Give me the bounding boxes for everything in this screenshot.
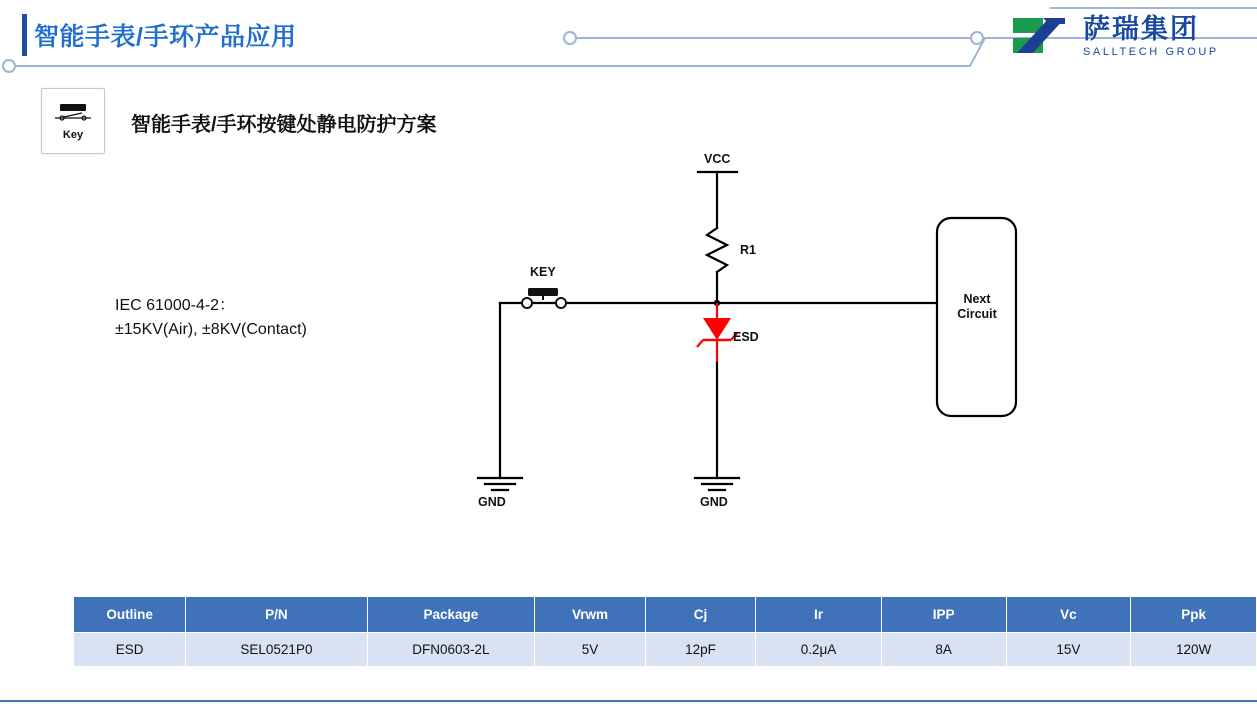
table-header-row	[74, 597, 1257, 633]
table-header-cell: Vc	[1006, 597, 1131, 633]
label-vcc: VCC	[704, 152, 731, 166]
table-cell: 15V	[1006, 633, 1131, 667]
key-card-label: Key	[62, 129, 84, 141]
page-title: 智能手表/手环产品应用	[34, 23, 297, 51]
section-title: 智能手表/手环按键处静电防护方案	[131, 114, 437, 136]
table-header-cell: P/N	[186, 597, 367, 633]
label-r1: R1	[740, 243, 756, 257]
label-key: KEY	[530, 265, 556, 279]
table-header-cell: Outline	[74, 597, 186, 633]
label-gnd-left: GND	[478, 495, 506, 509]
label-esd: ESD	[733, 330, 759, 344]
table-cell: 8A	[881, 633, 1006, 667]
logo-name-cn: 萨瑞集团	[1083, 13, 1199, 44]
logo-name-en: SALLTECH GROUP	[1083, 45, 1219, 58]
label-gnd-right: GND	[700, 495, 728, 509]
table-row	[74, 633, 1257, 667]
footer-rule	[0, 700, 1257, 702]
table-cell: 0.2μA	[756, 633, 882, 667]
table-cell: SEL0521P0	[186, 633, 367, 667]
table-header-cell: Ppk	[1131, 597, 1257, 633]
table-cell: 5V	[535, 633, 646, 667]
table-header-cell: Package	[367, 597, 535, 633]
table-cell: DFN0603-2L	[367, 633, 535, 667]
part-spec-table	[73, 596, 1257, 667]
esd-diode-symbol	[697, 303, 737, 362]
table-header-cell: IPP	[881, 597, 1006, 633]
iec-spec-line1: IEC 61000-4-2：	[115, 297, 236, 314]
label-next-circuit-line2: Circuit	[957, 307, 997, 321]
label-next-circuit	[940, 292, 1014, 322]
table-header-cell: Ir	[756, 597, 882, 633]
key-switch-symbol	[522, 288, 566, 308]
iec-spec-line2: ±15KV(Air), ±8KV(Contact)	[115, 321, 307, 338]
table-header-cell: Cj	[645, 597, 755, 633]
table-cell: 12pF	[645, 633, 755, 667]
table-header-cell: Vrwm	[535, 597, 646, 633]
table-cell: 120W	[1131, 633, 1257, 667]
label-next-circuit-line1: Next	[963, 292, 991, 306]
table-cell: ESD	[74, 633, 186, 667]
